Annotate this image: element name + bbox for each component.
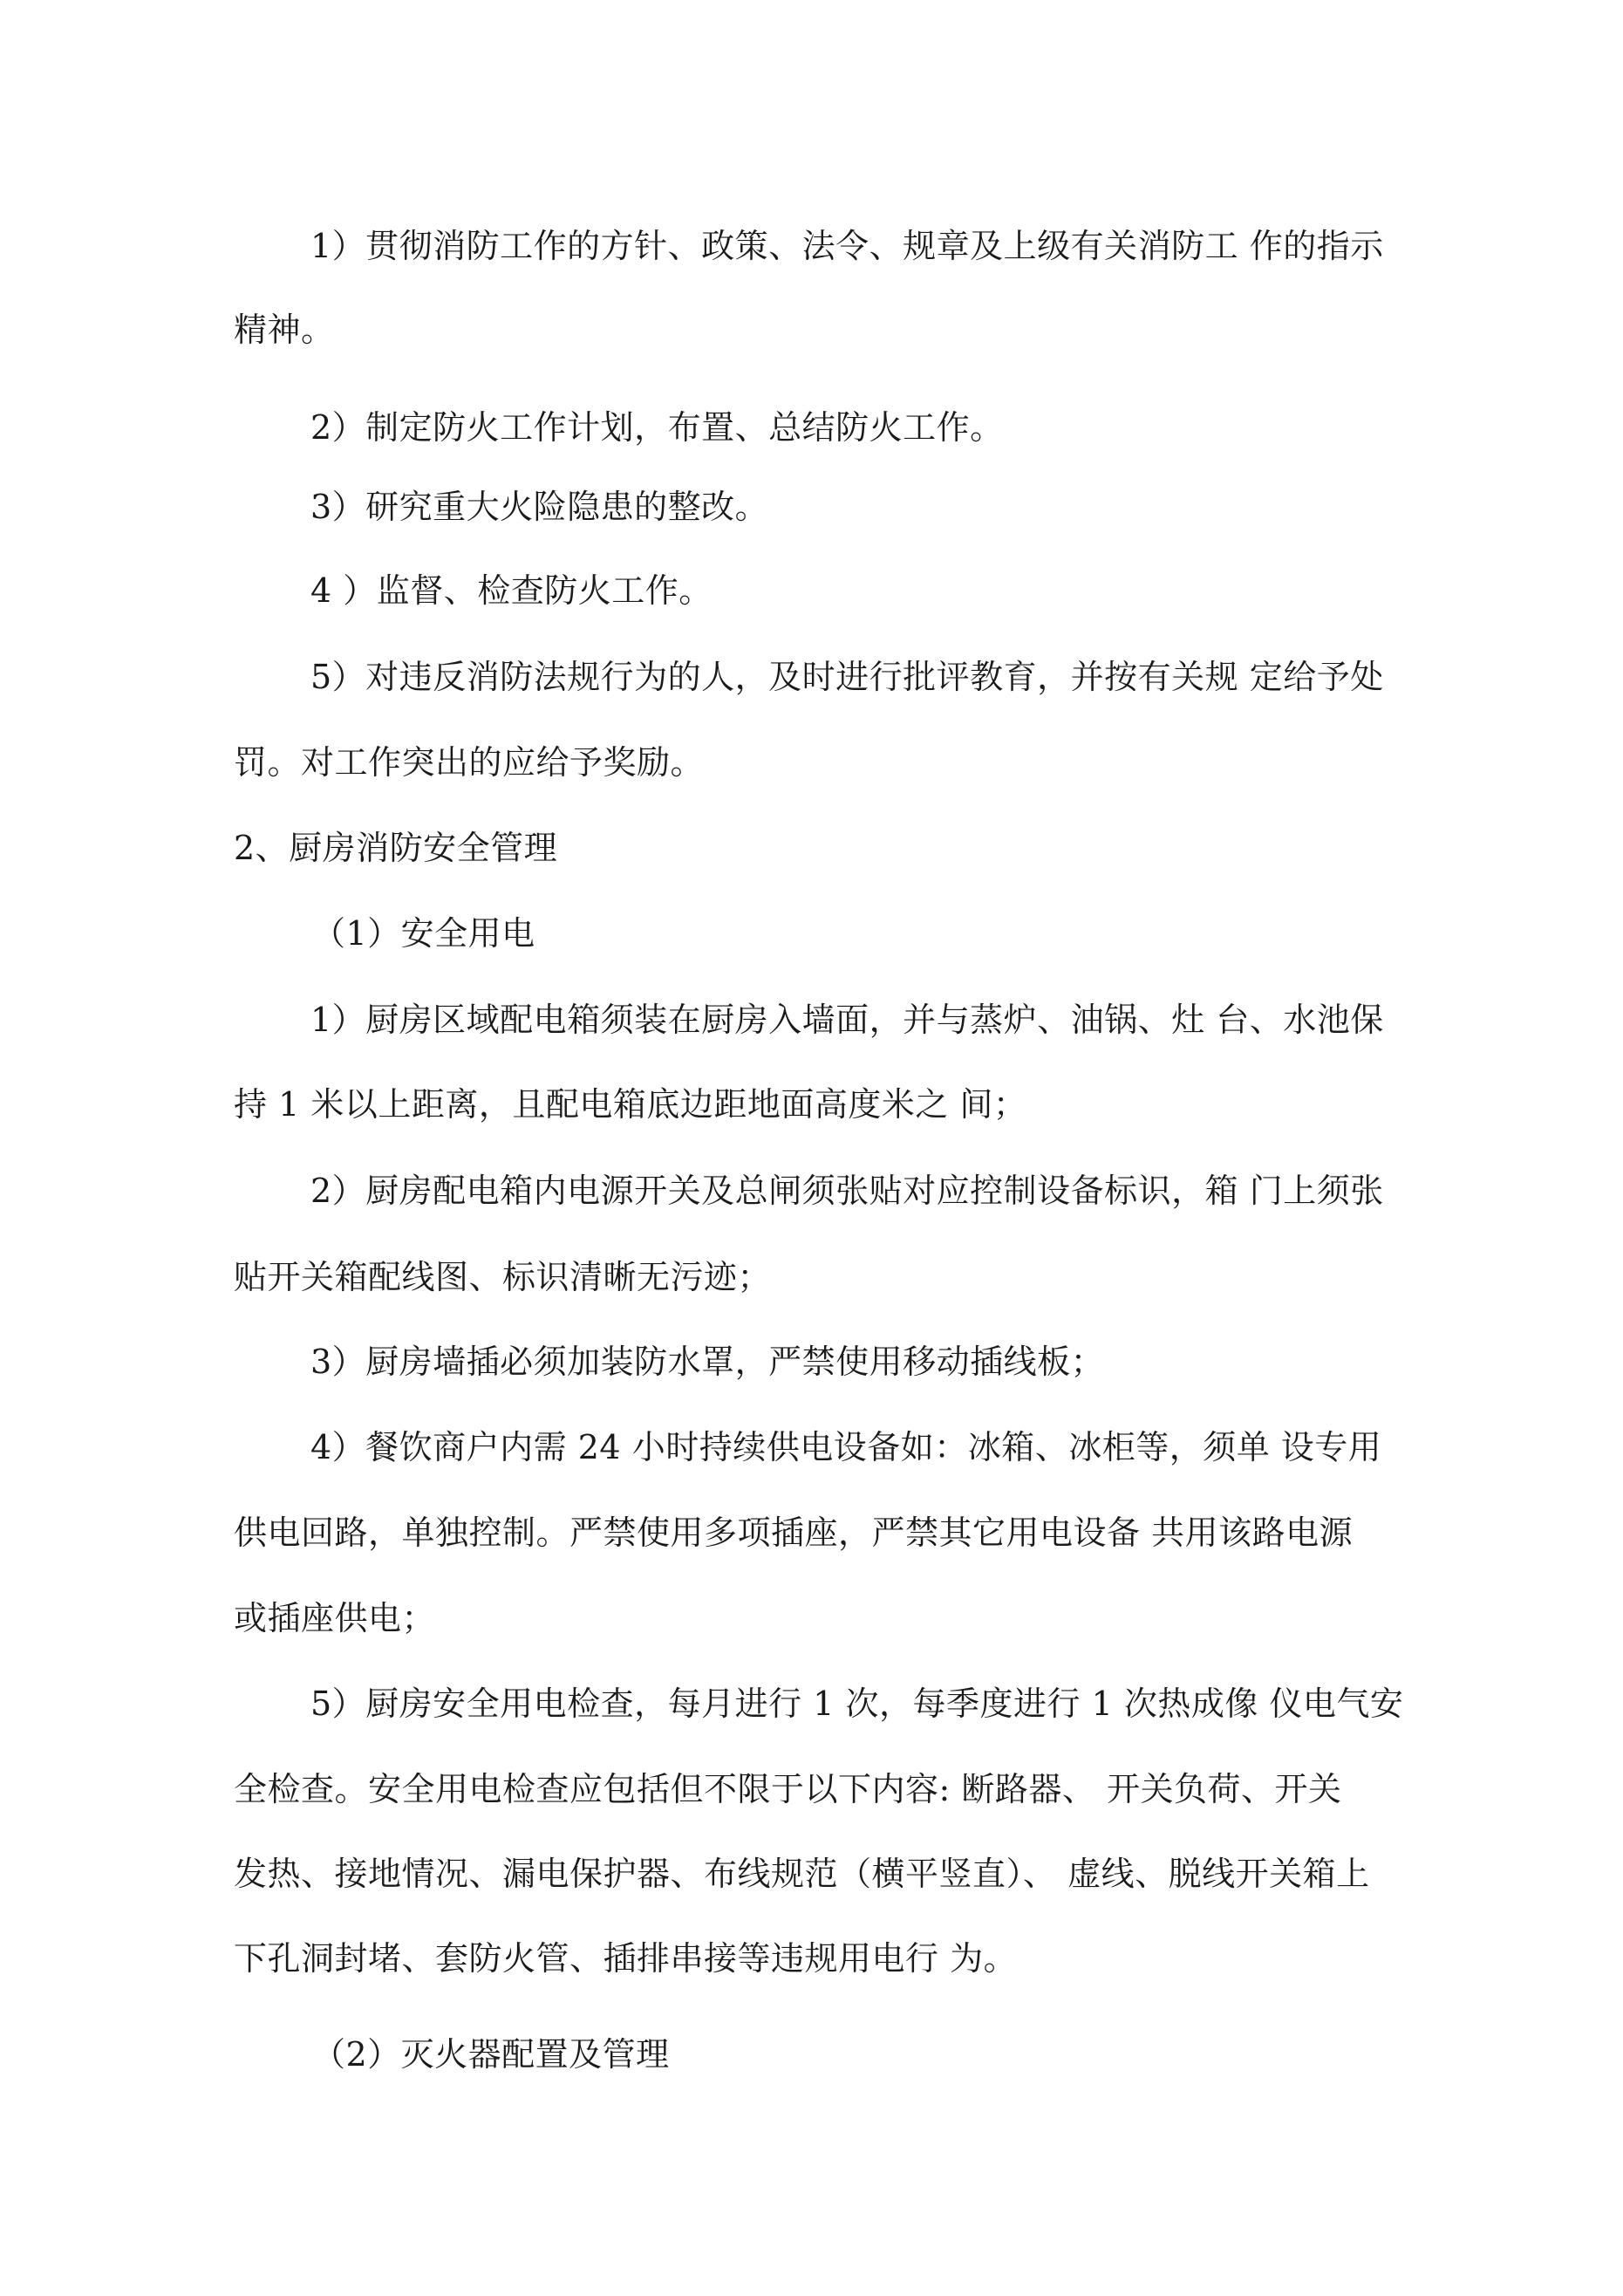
item-4-line-1: 4）餐饮商户内需 24 小时持续供电设备如：冰箱、冰柜等，须单 设专用 xyxy=(310,1428,1382,1466)
item-5-line-2: 全检查。安全用电检查应包括但不限于以下内容: 断路器、 开关负荷、开关 xyxy=(234,1770,1342,1808)
section-heading-kitchen-fire-safety: 2、厨房消防安全管理 xyxy=(234,829,558,867)
item-3: 3）厨房墙插必须加装防水罩，严禁使用移动插线板； xyxy=(310,1343,1105,1381)
paragraph-2: 2）制定防火工作计划，布置、总结防火工作。 xyxy=(310,408,1004,447)
paragraph-5-line-2: 罚。对工作突出的应给予奖励。 xyxy=(234,743,705,782)
paragraph-5-line-1: 5）对违反消防法规行为的人，及时进行批评教育，并按有关规 定给予处 xyxy=(310,658,1384,696)
paragraph-3: 3）研究重大火险隐患的整改。 xyxy=(310,488,769,526)
item-1-line-2: 持 1 米以上距离，且配电箱底边距地面高度米之 间； xyxy=(234,1085,1027,1124)
item-1-line-1: 1）厨房区域配电箱须装在厨房入墙面，并与蒸炉、油锅、灶 台、水池保 xyxy=(310,1001,1384,1039)
item-4-line-2: 供电回路，单独控制。严禁使用多项插座，严禁其它用电设备 共用该路电源 xyxy=(234,1514,1354,1552)
item-5-line-1: 5）厨房安全用电检查，每月进行 1 次，每季度进行 1 次热成像 仪电气安 xyxy=(310,1684,1404,1723)
subsection-heading-electrical-safety: （1）安全用电 xyxy=(312,914,535,953)
item-2-line-1: 2）厨房配电箱内电源开关及总闸须张贴对应控制设备标识，箱 门上须张 xyxy=(310,1172,1384,1210)
paragraph-4: 4 ）监督、检查防火工作。 xyxy=(310,571,713,610)
item-4-line-3: 或插座供电； xyxy=(234,1599,436,1637)
paragraph-1-line-1: 1）贯彻消防工作的方针、政策、法令、规章及上级有关消防工 作的指示 xyxy=(310,227,1384,265)
item-2-line-2: 贴开关箱配线图、标识清晰无污迹； xyxy=(234,1258,772,1296)
item-5-line-4: 下孔洞封堵、套防火管、插排串接等违规用电行 为。 xyxy=(234,1939,1018,1978)
item-5-line-3: 发热、接地情况、漏电保护器、布线规范（横平竖直）、 虚线、脱线开关箱上 xyxy=(234,1855,1370,1893)
subsection-heading-fire-extinguisher: （2）灭火器配置及管理 xyxy=(312,2035,670,2074)
paragraph-1-line-2: 精神。 xyxy=(234,311,335,349)
